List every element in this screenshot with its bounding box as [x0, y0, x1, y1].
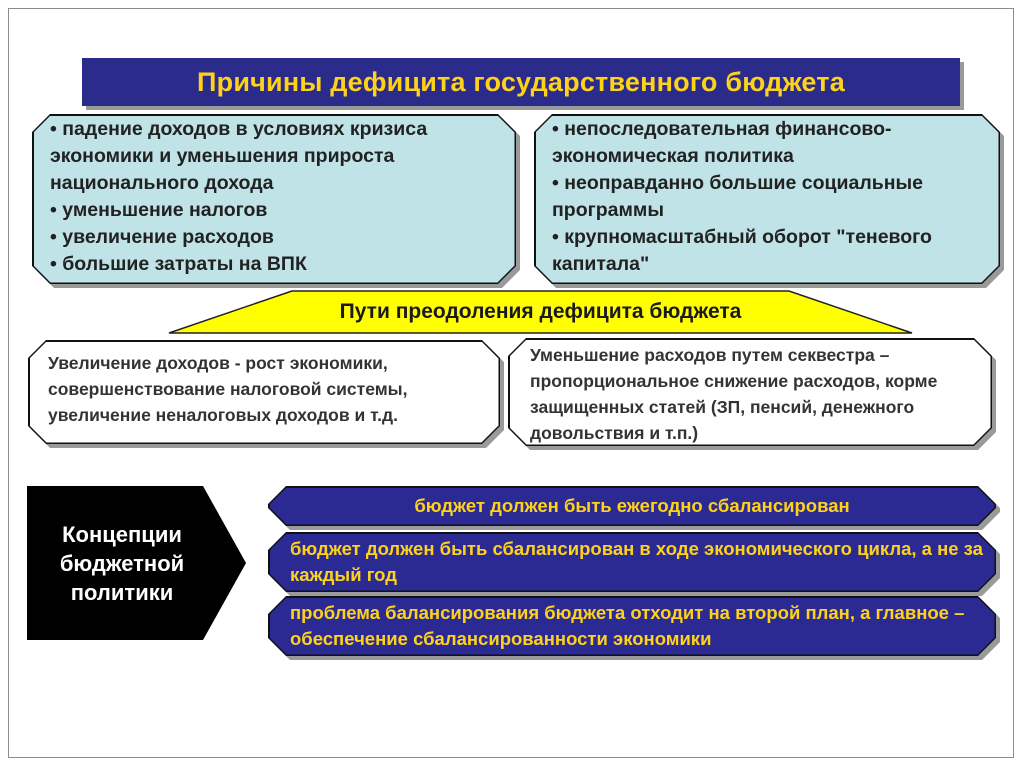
ways-right-text: Уменьшение расходов путем секвестра – пропорциональное снижение расходов, корме защищенных статей (ЗП, пенсий, денежного довольствия и т.п.) — [530, 345, 938, 443]
concepts-label: Концепции бюджетной политики — [59, 521, 185, 605]
cause-item: • крупномасштабный оборот "теневого капитала" — [552, 226, 932, 275]
title-bar — [82, 58, 960, 106]
concept-text-2: бюджет должен быть сбалансирован в ходе экономического цикла, а не за каждый год — [290, 538, 983, 585]
cause-item: • большие затраты на ВПК — [50, 253, 307, 275]
cause-item: • падение доходов в условиях кризиса экономики и уменьшения прироста национального дохода — [50, 118, 428, 194]
causes-right-list — [552, 116, 992, 278]
causes-left-list — [50, 116, 510, 278]
concept-text-3: проблема балансирования бюджета отходит на второй план, а главное – обеспечение сбалансированности экономики — [290, 602, 965, 649]
cause-item: • уменьшение налогов — [50, 199, 268, 221]
cause-item: • непоследовательная финансово-экономическая политика — [552, 118, 892, 167]
concept-text-1: бюджет должен быть ежегодно сбалансирован — [414, 495, 850, 516]
slide-title: Причины дефицита государственного бюджета — [197, 66, 845, 97]
ways-title: Пути преодоления дефицита бюджета — [339, 300, 742, 323]
cause-item: • увеличение расходов — [50, 226, 274, 248]
cause-item: • неоправданно большие социальные программы — [552, 172, 923, 221]
ways-left-text: Увеличение доходов - рост экономики, совершенствование налоговой системы, увеличение неналоговых доходов и т.д. — [48, 353, 408, 425]
